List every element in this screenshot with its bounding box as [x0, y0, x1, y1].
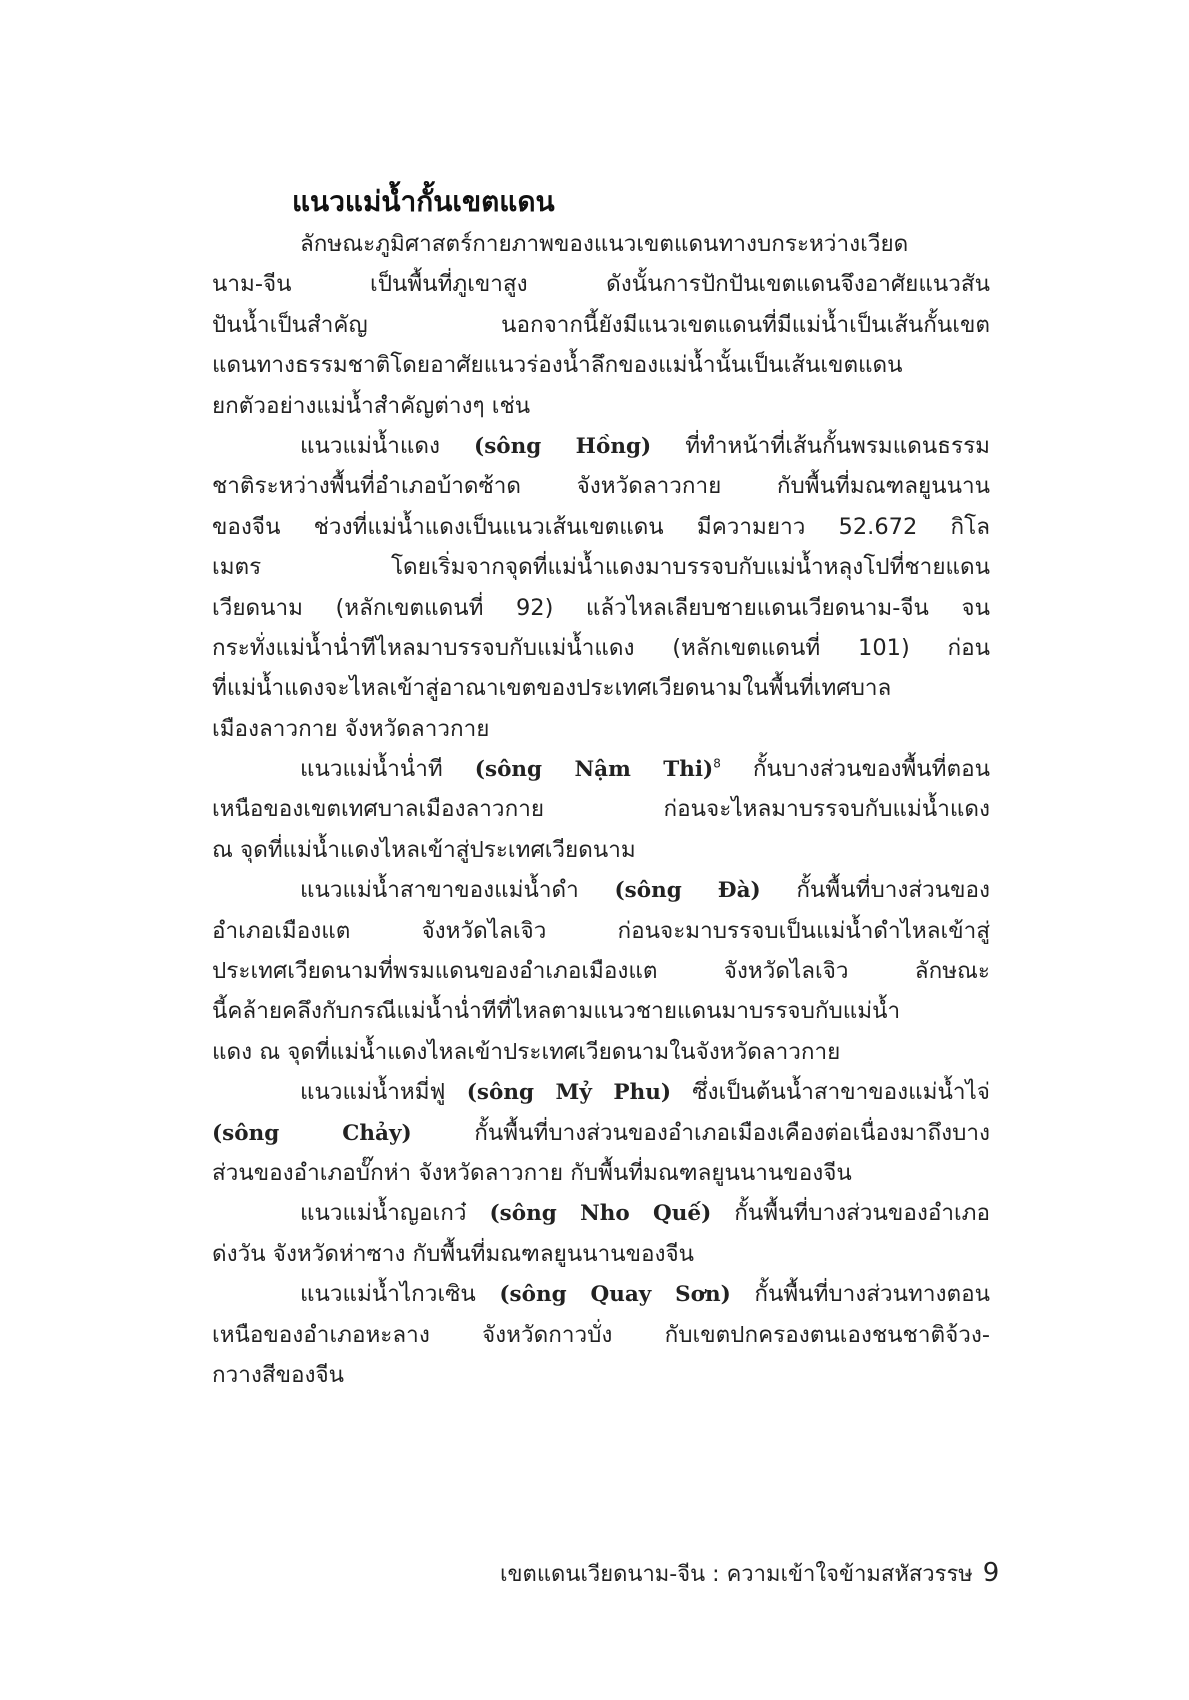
- text-line: อำเภอเมืองแต จังหวัดไลเจิว ก่อนจะมาบรรจบเป็นแม่น้ำดำไหลเข้าสู่: [212, 917, 990, 944]
- text-line: ณ จุดที่แม่น้ำแดงไหลเข้าสู่ประเทศเวียดนาม: [212, 836, 636, 863]
- text-run: แนวแม่น้ำญอเกว๋: [300, 1200, 490, 1227]
- text-line: ส่วนของอำเภอบั๊กห่า จังหวัดลาวกาย กับพื้นที่มณฑลยูนนานของจีน: [212, 1159, 852, 1186]
- running-title: เขตแดนเวียดนาม-จีน : ความเข้าใจข้ามสหัสวรรษ: [500, 1562, 973, 1587]
- paragraph: [212, 749, 990, 870]
- text-line: เมตร โดยเริ่มจากจุดที่แม่น้ำแดงมาบรรจบกับแม่น้ำหลุงโปที่ชายแดน: [212, 554, 990, 581]
- text-run: กั้นพื้นที่บางส่วนทางตอน: [730, 1281, 990, 1308]
- text-line: นาม-จีน เป็นพื้นที่ภูเขาสูง ดังนั้นการปักปันเขตแดนจึงอาศัยแนวสัน: [212, 271, 990, 298]
- text-line: ลักษณะภูมิศาสตร์กายภาพของแนวเขตแดนทางบกระหว่างเวียด: [300, 231, 909, 257]
- text-line: แดง ณ จุดที่แม่น้ำแดงไหลเข้าประเทศเวียดนามในจังหวัดลาวกาย: [212, 1038, 841, 1065]
- paragraph: [212, 1072, 990, 1193]
- paragraph: [212, 870, 990, 1072]
- paragraph: [212, 1193, 990, 1274]
- text-line: [212, 749, 990, 789]
- paragraph: [212, 426, 990, 749]
- vietnamese-river-name: (sông Hồng): [474, 433, 652, 459]
- paragraph: [212, 1274, 990, 1395]
- vietnamese-river-name: (sông Quay Sơn): [499, 1282, 731, 1308]
- text-line: [212, 1113, 990, 1153]
- text-run: กั้นพื้นที่บางส่วนของอำเภอเมืองเคืองต่อเนื่องมาถึงบาง: [411, 1119, 990, 1146]
- section-heading: แนวแม่น้ำกั้นเขตแดน: [292, 185, 555, 218]
- text-line: นี้คล้ายคลึงกับกรณีแม่น้ำน่ำทีที่ไหลตามแนวชายแดนมาบรรจบกับแม่น้ำ: [212, 998, 901, 1025]
- text-line: เหนือของอำเภอหะลาง จังหวัดกาวบั่ง กับเขตปกครองตนเองชนชาติจ้วง-: [212, 1321, 990, 1348]
- text-run: แนวแม่น้ำแดง: [300, 432, 475, 459]
- text-run: แนวแม่น้ำสาขาของแม่น้ำดำ: [300, 877, 615, 904]
- page-number: 9: [982, 1558, 1000, 1588]
- vietnamese-river-name: (sông Nậm Thi): [474, 757, 714, 783]
- text-line: เหนือของเขตเทศบาลเมืองลาวกาย ก่อนจะไหลมาบรรจบกับแม่น้ำแดง: [212, 796, 990, 823]
- vietnamese-river-name: (sông Mỷ Phu): [466, 1080, 672, 1106]
- text-line: [212, 426, 990, 466]
- text-line: [212, 1072, 990, 1112]
- text-line: ยกตัวอย่างแม่น้ำสำคัญต่างๆ เช่น: [212, 392, 531, 419]
- text-line: เมืองลาวกาย จังหวัดลาวกาย: [212, 715, 490, 742]
- text-line: ประเทศเวียดนามที่พรมแดนของอำเภอเมืองแต จังหวัดไลเจิว ลักษณะ: [212, 958, 990, 985]
- text-run: แนวแม่น้ำไกวเซิน: [300, 1281, 500, 1308]
- text-run: ซึ่งเป็นต้นน้ำสาขาของแม่น้ำไจ่: [671, 1079, 990, 1106]
- text-run: กั้นพื้นที่บางส่วนของอำเภอ: [711, 1200, 990, 1227]
- text-line: ของจีน ช่วงที่แม่น้ำแดงเป็นแนวเส้นเขตแดน มีความยาว 52.672 กิโล: [212, 513, 990, 540]
- vietnamese-river-name: (sông Chảy): [212, 1120, 412, 1146]
- text-line: ชาติระหว่างพื้นที่อำเภอบ้าดซ้าด จังหวัดลาวกาย กับพื้นที่มณฑลยูนนาน: [212, 473, 990, 500]
- text-line: กระทั่งแม่น้ำน่ำทีไหลมาบรรจบกับแม่น้ำแดง (หลักเขตแดนที่ 101) ก่อน: [212, 634, 990, 661]
- text-run: ที่ทำหน้าที่เส้นกั้นพรมแดนธรรม: [651, 432, 990, 459]
- text-line: เวียดนาม (หลักเขตแดนที่ 92) แล้วไหลเลียบชายแดนเวียดนาม-จีน จน: [212, 594, 990, 621]
- body-text: [212, 224, 990, 1395]
- text-line: ที่แม่น้ำแดงจะไหลเข้าสู่อาณาเขตของประเทศเวียดนามในพื้นที่เทศบาล: [212, 675, 892, 702]
- text-line: [212, 1274, 990, 1314]
- page-footer: [500, 1556, 1000, 1591]
- paragraph: [212, 224, 990, 426]
- text-run: กั้นบางส่วนของพื้นที่ตอน: [720, 756, 990, 783]
- footnote-marker: 8: [713, 756, 721, 771]
- text-line: ด่งวัน จังหวัดห่าซาง กับพื้นที่มณฑลยูนนานของจีน: [212, 1240, 695, 1267]
- text-run: แนวแม่น้ำน่ำที: [300, 756, 475, 783]
- text-run: กั้นพื้นที่บางส่วนของ: [760, 877, 990, 904]
- vietnamese-river-name: (sông Nho Quế): [489, 1201, 712, 1227]
- vietnamese-river-name: (sông Đà): [614, 878, 761, 904]
- text-line: แดนทางธรรมชาติโดยอาศัยแนวร่องน้ำลึกของแม่น้ำนั้นเป็นเส้นเขตแดน: [212, 352, 903, 379]
- text-run: แนวแม่น้ำหมี่ฟู: [300, 1079, 467, 1106]
- text-line: ปันน้ำเป็นสำคัญ นอกจากนี้ยังมีแนวเขตแดนที่มีแม่น้ำเป็นเส้นกั้นเขต: [212, 311, 990, 338]
- text-line: กวางสีของจีน: [212, 1361, 345, 1388]
- text-line: [212, 870, 990, 910]
- text-line: [212, 1193, 990, 1233]
